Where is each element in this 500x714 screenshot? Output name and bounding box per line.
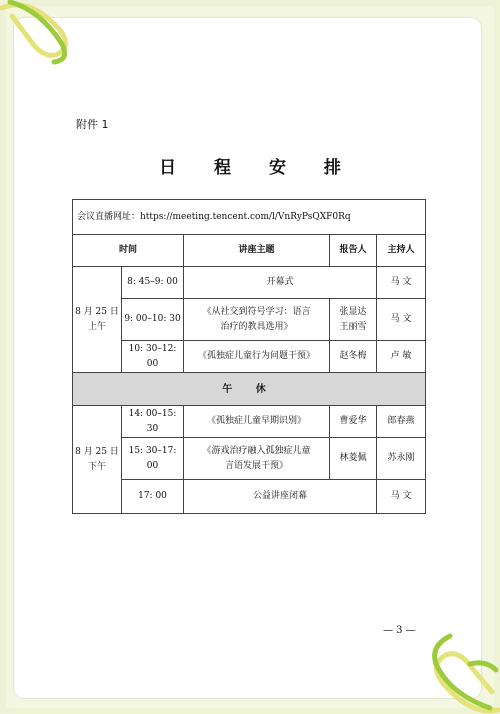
morning-date-cell [73, 267, 122, 373]
topic-line: 言语发展干预》 [224, 460, 288, 471]
speaker-name: 王丽雪 [339, 321, 367, 332]
attachment-label: 附件 1 [76, 118, 109, 131]
afternoon-period: 下午 [87, 461, 106, 472]
table-row [73, 438, 426, 480]
header-speaker: 报告人 [330, 235, 377, 267]
table-row [73, 480, 426, 514]
topic-cell: 公益讲座闭幕 [184, 480, 377, 514]
host-cell: 苏永刚 [377, 438, 426, 480]
host-cell: 马 文 [377, 299, 426, 341]
live-url-row [73, 200, 426, 235]
live-url-text: 会议直播网址：https://meeting.tencent.com/l/VnRyPsQXF0Rq [73, 200, 426, 235]
speaker-name: 张显达 [339, 306, 367, 317]
table-row [73, 341, 426, 373]
table-row [73, 267, 426, 299]
page-title: 日 程 安 排 [159, 158, 357, 178]
time-cell: 8: 45–9: 00 [122, 267, 184, 299]
noon-break-row [73, 373, 426, 406]
afternoon-date: 8 月 25 日 [75, 446, 119, 457]
morning-date: 8 月 25 日 [75, 306, 119, 317]
host-cell: 马 文 [377, 267, 426, 299]
host-cell: 郎春燕 [377, 406, 426, 438]
topic-cell: 开幕式 [184, 267, 377, 299]
time-cell: 14: 00–15: 30 [122, 406, 184, 438]
topic-cell: 《孤独症儿童早期识别》 [184, 406, 330, 438]
header-time: 时间 [73, 235, 184, 267]
host-cell: 马 文 [377, 480, 426, 514]
topic-cell [184, 438, 330, 480]
page-number: — 3 — [383, 625, 416, 636]
time-cell: 17: 00 [122, 480, 184, 514]
speaker-cell: 曹爱华 [330, 406, 377, 438]
speaker-cell: 赵冬梅 [330, 341, 377, 373]
speaker-cell: 林菱佩 [330, 438, 377, 480]
time-cell: 9: 00–10: 30 [122, 299, 184, 341]
time-cell: 10: 30–12: 00 [122, 341, 184, 373]
time-cell: 15: 30–17: 00 [122, 438, 184, 480]
table-row [73, 406, 426, 438]
morning-period: 上午 [87, 321, 106, 332]
topic-cell [184, 299, 330, 341]
topic-line: 《从社交到符号学习：语言 [202, 306, 311, 317]
header-topic: 讲座主题 [184, 235, 330, 267]
speaker-cell [330, 299, 377, 341]
topic-cell: 《孤独症儿童行为问题干预》 [184, 341, 330, 373]
host-cell: 卢 敏 [377, 341, 426, 373]
schedule-table [72, 199, 426, 514]
topic-line: 《游戏治疗融入孤独症儿童 [202, 445, 311, 456]
topic-line: 治疗的教具选用》 [220, 321, 293, 332]
table-row [73, 299, 426, 341]
header-host: 主持人 [377, 235, 426, 267]
afternoon-date-cell [73, 406, 122, 514]
paperclip-top-left-icon [0, 0, 80, 70]
paperclip-bottom-right-icon [420, 630, 500, 714]
header-row [73, 235, 426, 267]
noon-break-label: 午 休 [73, 373, 426, 406]
